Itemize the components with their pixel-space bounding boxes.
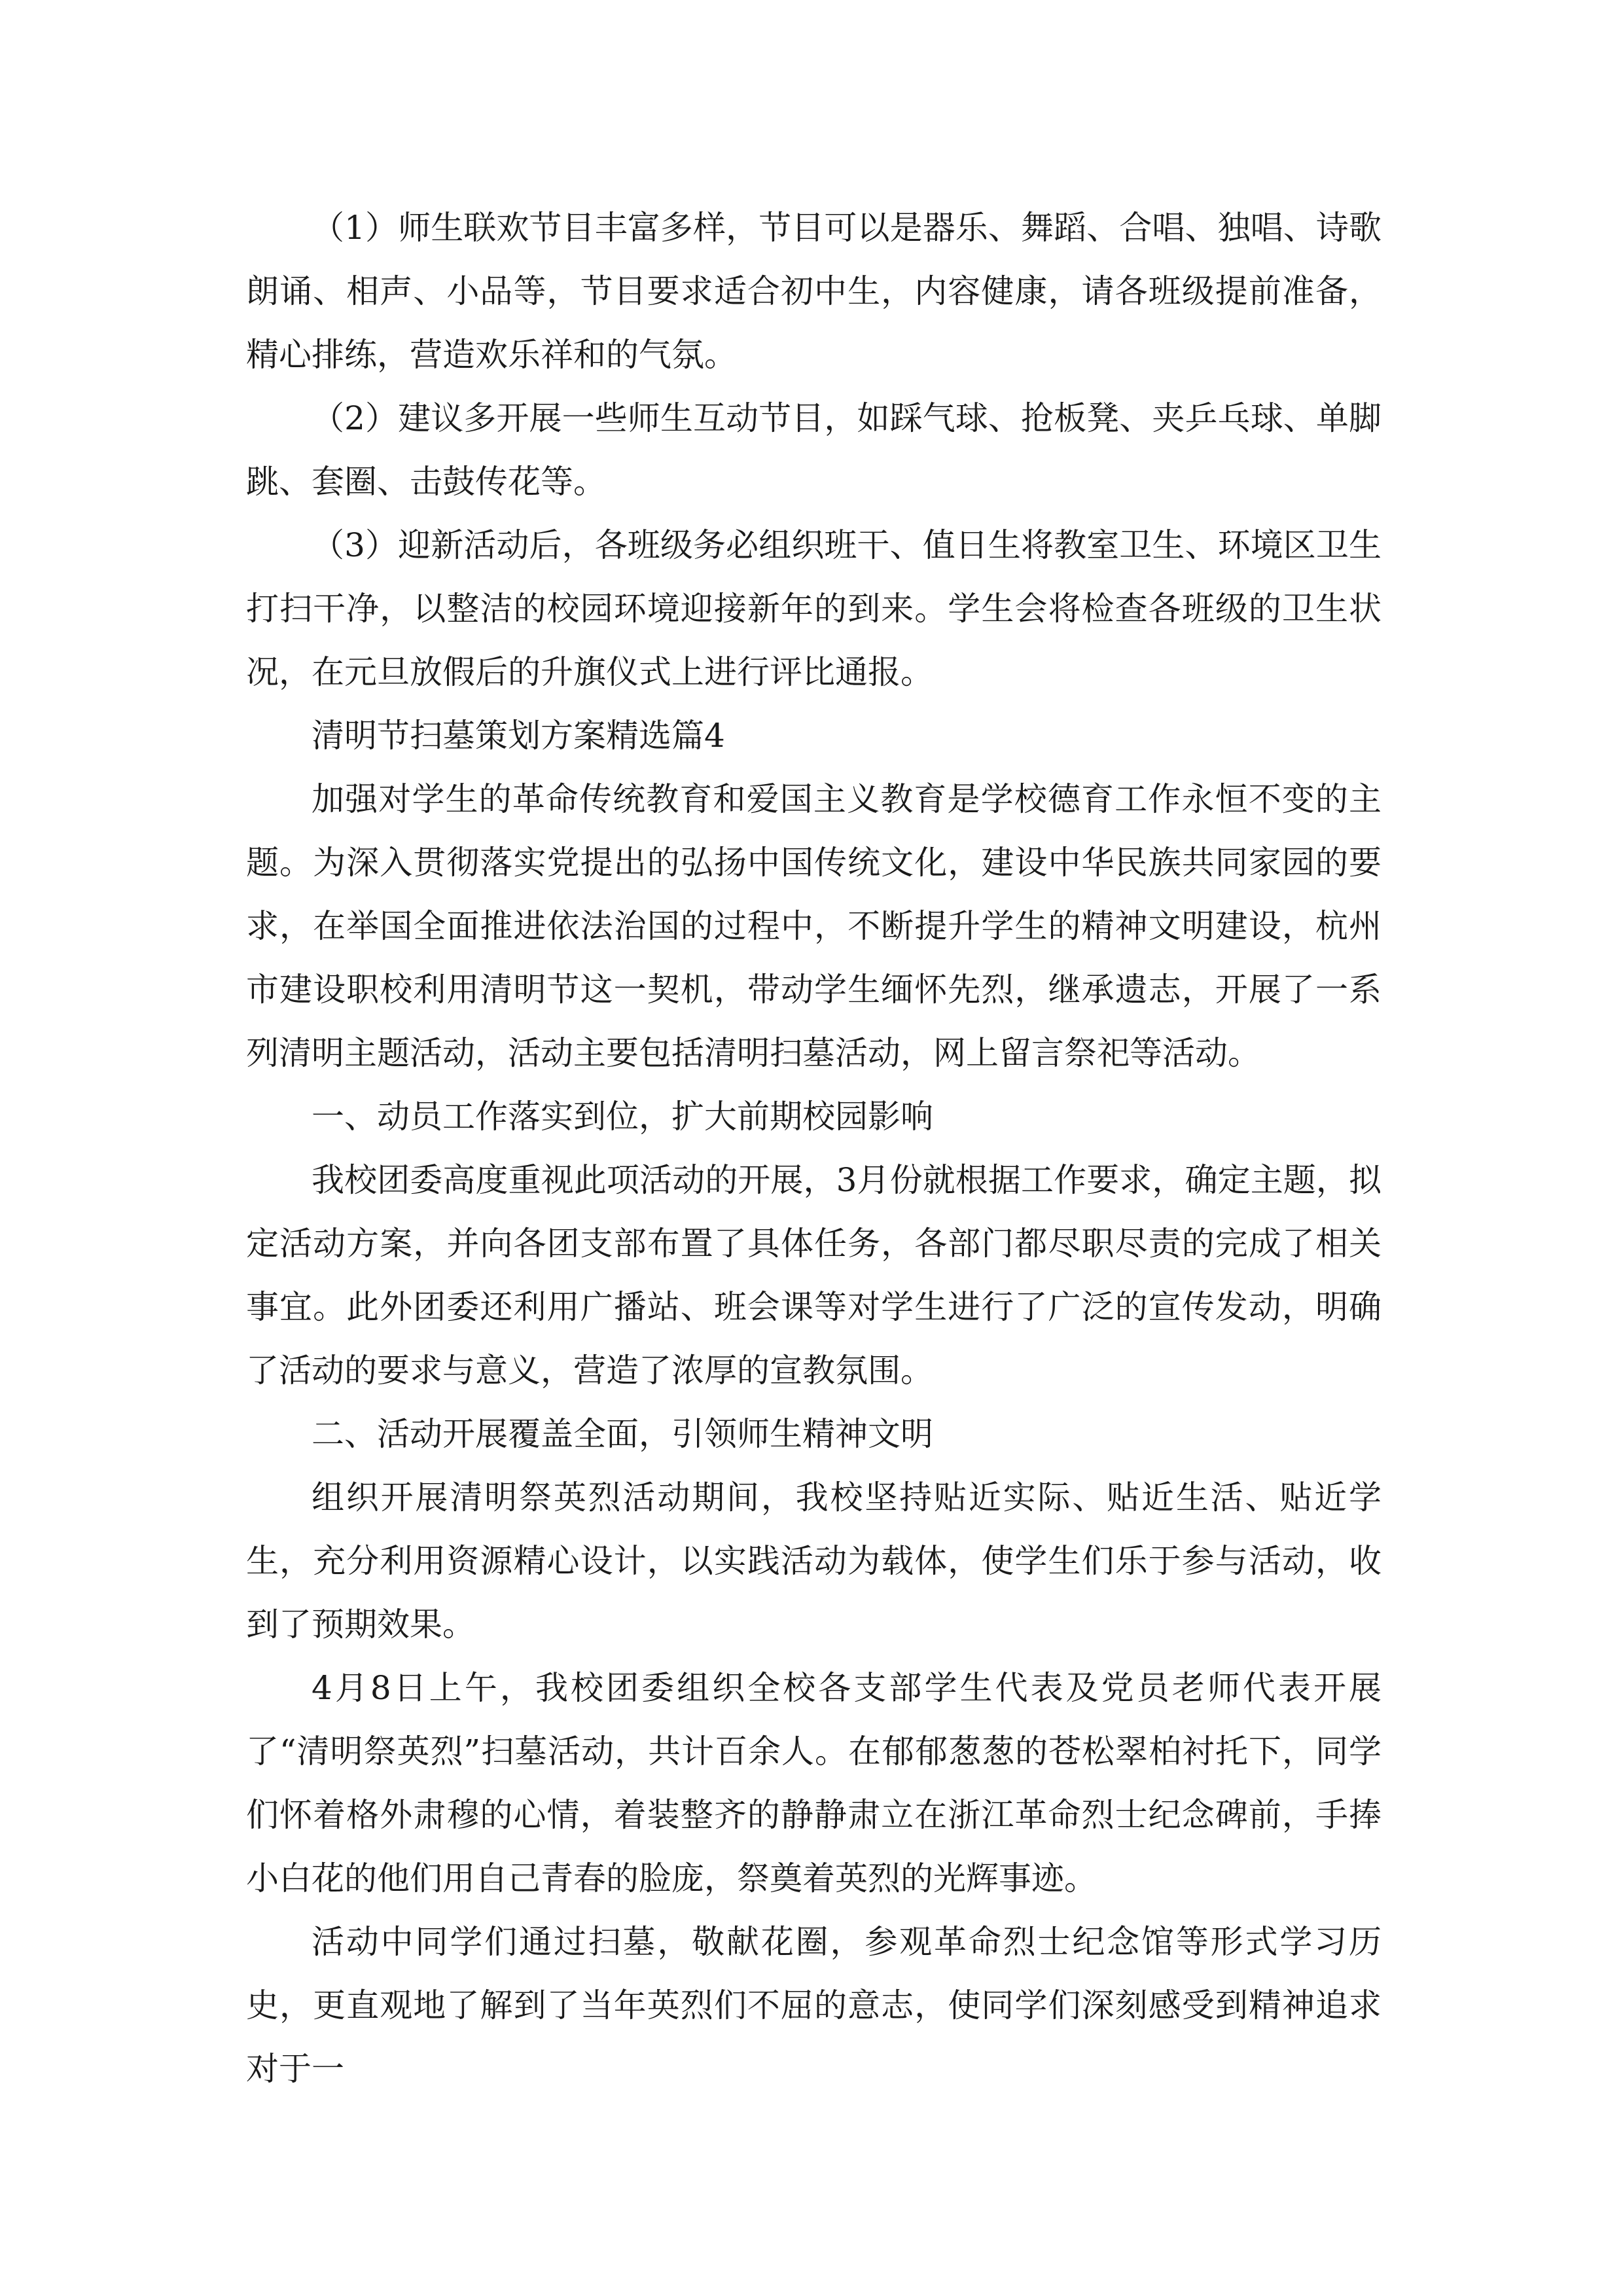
section-heading-2: 二、活动开展覆盖全面，引领师生精神文明 xyxy=(312,1415,933,1453)
paragraph-item-9: 组织开展清明祭英烈活动期间，我校坚持贴近实际、贴近生活、贴近学生，充分利用资源精心设计，以实践活动为载体，使学生们乐于参与活动，收到了预期效果。 xyxy=(246,1479,1382,1643)
section-title-4: 清明节扫墓策划方案精选篇4 xyxy=(312,717,725,755)
section-heading-1: 一、动员工作落实到位，扩大前期校园影响 xyxy=(312,1098,933,1136)
paragraph-item-2: （2）建议多开展一些师生互动节目，如踩气球、抢板凳、夹乒乓球、单脚跳、套圈、击鼓传花等。 xyxy=(246,399,1382,501)
paragraph-item-10: 4月8日上午，我校团委组织全校各支部学生代表及党员老师代表开展了“清明祭英烈”扫墓活动，共计百余人。在郁郁葱葱的苍松翠柏衬托下，同学们怀着格外肃穆的心情，着装整齐的静静肃立在浙江革命烈士纪念碑前，手捧小白花的他们用自己青春的脸庞，祭奠着英烈的光辉事迹。 xyxy=(246,1669,1382,1897)
paragraph-item-1: （1）师生联欢节目丰富多样，节目可以是器乐、舞蹈、合唱、独唱、诗歌朗诵、相声、小品等，节目要求适合初中生，内容健康，请各班级提前准备，精心排练，营造欢乐祥和的气氛。 xyxy=(246,209,1382,374)
paragraph-item-7: 我校团委高度重视此项活动的开展，3月份就根据工作要求，确定主题，拟定活动方案，并向各团支部布置了具体任务，各部门都尽职尽责的完成了相关事宜。此外团委还利用广播站、班会课等对学生进行了广泛的宣传发动，明确了活动的要求与意义，营造了浓厚的宣教氛围。 xyxy=(246,1161,1382,1390)
paragraph-item-3: （3）迎新活动后，各班级务必组织班干、值日生将教室卫生、环境区卫生打扫干净，以整洁的校园环境迎接新年的到来。学生会将检查各班级的卫生状况，在元旦放假后的升旗仪式上进行评比通报。 xyxy=(246,526,1382,691)
paragraph-item-11: 活动中同学们通过扫墓，敬献花圈，参观革命烈士纪念馆等形式学习历史，更直观地了解到了当年英烈们不屈的意志，使同学们深刻感受到精神追求对于一 xyxy=(246,1923,1382,2088)
paragraph-item-5: 加强对学生的革命传统教育和爱国主义教育是学校德育工作永恒不变的主题。为深入贯彻落实党提出的弘扬中国传统文化，建设中华民族共同家园的要求，在举国全面推进依法治国的过程中，不断提升学生的精神文明建设，杭州市建设职校利用清明节这一契机，带动学生缅怀先烈，继承遗志，开展了一系列清明主题活动，活动主要包括清明扫墓活动，网上留言祭祀等活动。 xyxy=(246,780,1382,1072)
document-body xyxy=(246,196,1382,2101)
